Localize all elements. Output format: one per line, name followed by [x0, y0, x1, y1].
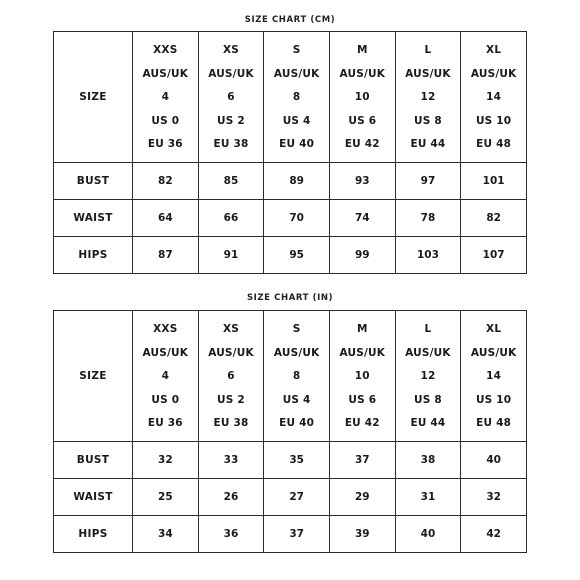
size-letter: XL [486, 323, 502, 335]
size-aus-uk: 6 [227, 370, 235, 382]
size-aus-uk: 10 [354, 91, 370, 103]
size-aus-uk-label: AUS/UK [339, 346, 386, 359]
bust-label: BUST [54, 442, 133, 479]
size-eu: EU 44 [410, 417, 446, 429]
size-eu: EU 44 [410, 138, 446, 150]
waist-value-l: 78 [395, 200, 461, 237]
hips-label: HIPS [54, 516, 133, 553]
bust-value-xl: 40 [461, 442, 527, 479]
hips-value-xxs: 34 [133, 516, 199, 553]
size-aus-uk: 14 [486, 91, 502, 103]
hips-value-xs: 36 [198, 516, 264, 553]
size-eu: EU 36 [147, 417, 183, 429]
size-us: US 2 [217, 114, 245, 127]
hips-value-xl: 107 [461, 237, 527, 274]
waist-value-xs: 26 [198, 479, 264, 516]
bust-row [54, 163, 527, 200]
size-aus-uk: 10 [354, 370, 370, 382]
size-column-l [395, 32, 461, 163]
hips-value-l: 40 [395, 516, 461, 553]
size-us: US 0 [151, 393, 180, 406]
size-eu: EU 42 [344, 138, 380, 150]
hips-value-l: 103 [395, 237, 461, 274]
hips-row [54, 237, 527, 274]
size-aus-uk-label: AUS/UK [470, 346, 517, 359]
size-letter: L [424, 44, 432, 56]
bust-value-xxs: 82 [133, 163, 199, 200]
hips-value-xl: 42 [461, 516, 527, 553]
size-aus-uk: 14 [486, 370, 502, 382]
waist-row [54, 479, 527, 516]
bust-value-xs: 33 [198, 442, 264, 479]
waist-label: WAIST [54, 479, 133, 516]
bust-value-xs: 85 [198, 163, 264, 200]
size-us: US 10 [475, 114, 512, 127]
size-eu: EU 40 [279, 138, 315, 150]
size-column-xxs [133, 32, 199, 163]
size-aus-uk: 8 [292, 91, 301, 103]
size-us: US 8 [414, 393, 442, 406]
size-aus-uk-label: AUS/UK [405, 346, 451, 359]
bust-row [54, 442, 527, 479]
size-column-s [264, 311, 330, 442]
size-eu: EU 40 [279, 417, 315, 429]
size-chart-cm-table [53, 31, 527, 274]
size-us: US 6 [348, 114, 377, 127]
size-column-m [329, 32, 395, 163]
size-us: US 8 [414, 114, 442, 127]
size-header-row [54, 311, 527, 442]
waist-label: WAIST [54, 200, 133, 237]
size-eu: EU 48 [476, 417, 512, 429]
size-aus-uk: 6 [227, 91, 235, 103]
bust-value-l: 97 [395, 163, 461, 200]
size-letter: S [292, 44, 301, 56]
hips-value-m: 99 [329, 237, 395, 274]
size-aus-uk: 12 [420, 91, 436, 103]
size-eu: EU 42 [344, 417, 380, 429]
bust-label: BUST [54, 163, 133, 200]
size-column-xs [198, 32, 264, 163]
size-column-s [264, 32, 330, 163]
waist-value-xxs: 64 [133, 200, 199, 237]
size-letter: XXS [153, 323, 178, 335]
size-row-label: SIZE [54, 311, 133, 442]
size-eu: EU 38 [213, 138, 249, 150]
size-aus-uk-label: AUS/UK [339, 67, 386, 80]
size-letter: L [424, 323, 432, 335]
hips-value-s: 95 [264, 237, 330, 274]
hips-value-s: 37 [264, 516, 330, 553]
size-us: US 0 [151, 114, 180, 127]
size-letter: S [292, 323, 301, 335]
size-row-label: SIZE [54, 32, 133, 163]
size-column-xxs [133, 311, 199, 442]
waist-value-xs: 66 [198, 200, 264, 237]
size-aus-uk-label: AUS/UK [470, 67, 517, 80]
waist-value-m: 74 [329, 200, 395, 237]
size-us: US 2 [217, 393, 245, 406]
waist-value-l: 31 [395, 479, 461, 516]
size-letter: M [356, 44, 368, 56]
bust-value-m: 93 [329, 163, 395, 200]
size-aus-uk: 4 [161, 370, 170, 382]
size-letter: XXS [153, 44, 178, 56]
waist-value-s: 27 [264, 479, 330, 516]
size-aus-uk: 12 [420, 370, 436, 382]
size-column-xl [461, 311, 527, 442]
hips-value-m: 39 [329, 516, 395, 553]
bust-value-xl: 101 [461, 163, 527, 200]
size-us: US 6 [348, 393, 377, 406]
size-letter: XL [486, 44, 502, 56]
hips-label: HIPS [54, 237, 133, 274]
size-letter: XS [222, 323, 240, 335]
size-us: US 4 [282, 393, 311, 406]
hips-row [54, 516, 527, 553]
hips-value-xs: 91 [198, 237, 264, 274]
waist-value-xxs: 25 [133, 479, 199, 516]
size-aus-uk-label: AUS/UK [142, 67, 189, 80]
bust-value-xxs: 32 [133, 442, 199, 479]
size-chart-cm-title: SIZE CHART (CM) [244, 15, 336, 25]
size-aus-uk-label: AUS/UK [142, 346, 189, 359]
size-aus-uk-label: AUS/UK [273, 67, 320, 80]
bust-value-s: 35 [264, 442, 330, 479]
size-header-row [54, 32, 527, 163]
hips-value-xxs: 87 [133, 237, 199, 274]
waist-row [54, 200, 527, 237]
size-eu: EU 48 [476, 138, 512, 150]
size-letter: M [356, 323, 368, 335]
size-us: US 4 [282, 114, 311, 127]
size-aus-uk-label: AUS/UK [405, 67, 451, 80]
size-aus-uk: 4 [161, 91, 170, 103]
bust-value-l: 38 [395, 442, 461, 479]
size-aus-uk-label: AUS/UK [208, 67, 254, 80]
waist-value-m: 29 [329, 479, 395, 516]
waist-value-xl: 32 [461, 479, 527, 516]
size-aus-uk-label: AUS/UK [208, 346, 254, 359]
waist-value-s: 70 [264, 200, 330, 237]
size-chart-in-table [53, 310, 527, 553]
size-aus-uk-label: AUS/UK [273, 346, 320, 359]
size-us: US 10 [475, 393, 512, 406]
bust-value-m: 37 [329, 442, 395, 479]
size-aus-uk: 8 [292, 370, 301, 382]
size-eu: EU 38 [213, 417, 249, 429]
waist-value-xl: 82 [461, 200, 527, 237]
bust-value-s: 89 [264, 163, 330, 200]
size-chart-in-title: SIZE CHART (IN) [246, 293, 334, 303]
size-letter: XS [222, 44, 240, 56]
size-column-m [329, 311, 395, 442]
size-column-l [395, 311, 461, 442]
size-column-xl [461, 32, 527, 163]
size-column-xs [198, 311, 264, 442]
size-eu: EU 36 [147, 138, 183, 150]
